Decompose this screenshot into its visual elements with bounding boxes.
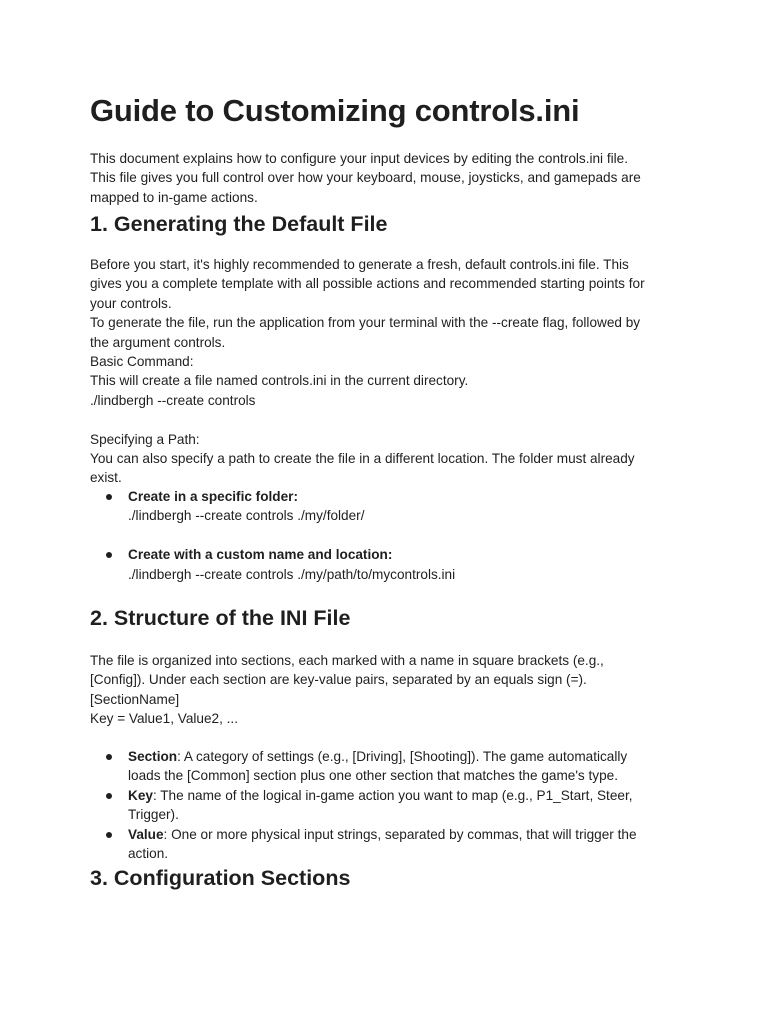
ini-terms-list <box>90 747 680 863</box>
bullet-command: ./lindbergh --create controls ./my/path/to/mycontrols.ini <box>128 566 456 582</box>
intro-paragraph <box>90 149 680 207</box>
bullet-command: ./lindbergh --create controls ./my/folder/ <box>128 508 365 524</box>
path-options-list <box>90 487 680 584</box>
term: Section <box>128 749 178 764</box>
definition-continued: Trigger). <box>128 807 179 823</box>
section-1-body <box>90 255 680 488</box>
paragraph-line: The file is organized into sections, each marked with a name in square brackets (e.g., <box>90 653 604 668</box>
intro-line: mapped to in-game actions. <box>90 189 258 205</box>
document-title: Guide to Customizing controls.ini <box>90 93 580 128</box>
paragraph-line: [Config]). Under each section are key-value pairs, separated by an equals sign (=). <box>90 672 587 688</box>
paragraph-line: gives you a complete template with all possible actions and recommended starting points for <box>90 276 645 292</box>
definition: : One or more physical input strings, separated by commas, that will trigger the <box>163 826 637 842</box>
paragraph-line: your controls. <box>90 295 172 311</box>
bullet-icon <box>106 552 112 558</box>
bullet-icon <box>106 494 112 500</box>
definition-continued: action. <box>128 846 169 862</box>
definition: : A category of settings (e.g., [Driving], [Shooting]). The game automatically <box>177 749 628 764</box>
list-item <box>90 545 680 584</box>
bullet-icon <box>106 832 112 838</box>
term: Value <box>128 826 164 842</box>
blank-line <box>128 526 680 545</box>
section-2-body <box>90 651 680 729</box>
bullet-title: Create in a specific folder: <box>128 489 298 504</box>
section-1-heading: 1. Generating the Default File <box>90 212 388 236</box>
intro-line: This file gives you full control over how your keyboard, mouse, joysticks, and gamepads are <box>90 170 641 186</box>
paragraph-line: the argument controls. <box>90 334 226 350</box>
basic-command-description: This will create a file named controls.ini in the current directory. <box>90 373 469 389</box>
paragraph-line: Key = Value1, Value2, ... <box>90 711 238 727</box>
section-3-heading: 3. Configuration Sections <box>90 866 351 890</box>
term: Key <box>128 787 153 803</box>
definition: : The name of the logical in-game action you want to map (e.g., P1_Start, Steer, <box>152 787 633 803</box>
paragraph-line: [SectionName] <box>90 691 180 707</box>
path-label: Specifying a Path: <box>90 431 200 447</box>
bullet-title: Create with a custom name and location: <box>128 547 393 563</box>
intro-line: This document explains how to configure your input devices by editing the controls.ini file. <box>90 151 629 166</box>
list-item <box>90 825 680 864</box>
paragraph-line: Before you start, it's highly recommended to generate a fresh, default controls.ini file. This <box>90 257 629 272</box>
paragraph-line: To generate the file, run the application from your terminal with the --create flag, followed by <box>90 315 641 331</box>
section-2-heading: 2. Structure of the INI File <box>90 606 351 630</box>
bullet-icon <box>106 754 112 760</box>
list-item <box>90 747 680 786</box>
paragraph-line: exist. <box>90 470 122 486</box>
paragraph-line: You can also specify a path to create the file in a different location. The folder must already <box>90 451 635 467</box>
basic-command-label: Basic Command: <box>90 354 194 370</box>
list-item <box>90 487 680 545</box>
bullet-icon <box>106 793 112 799</box>
list-item <box>90 786 680 825</box>
basic-command: ./lindbergh --create controls <box>90 392 256 408</box>
blank-line <box>90 410 680 429</box>
definition-continued: loads the [Common] section plus one other section that matches the game's type. <box>128 768 618 784</box>
